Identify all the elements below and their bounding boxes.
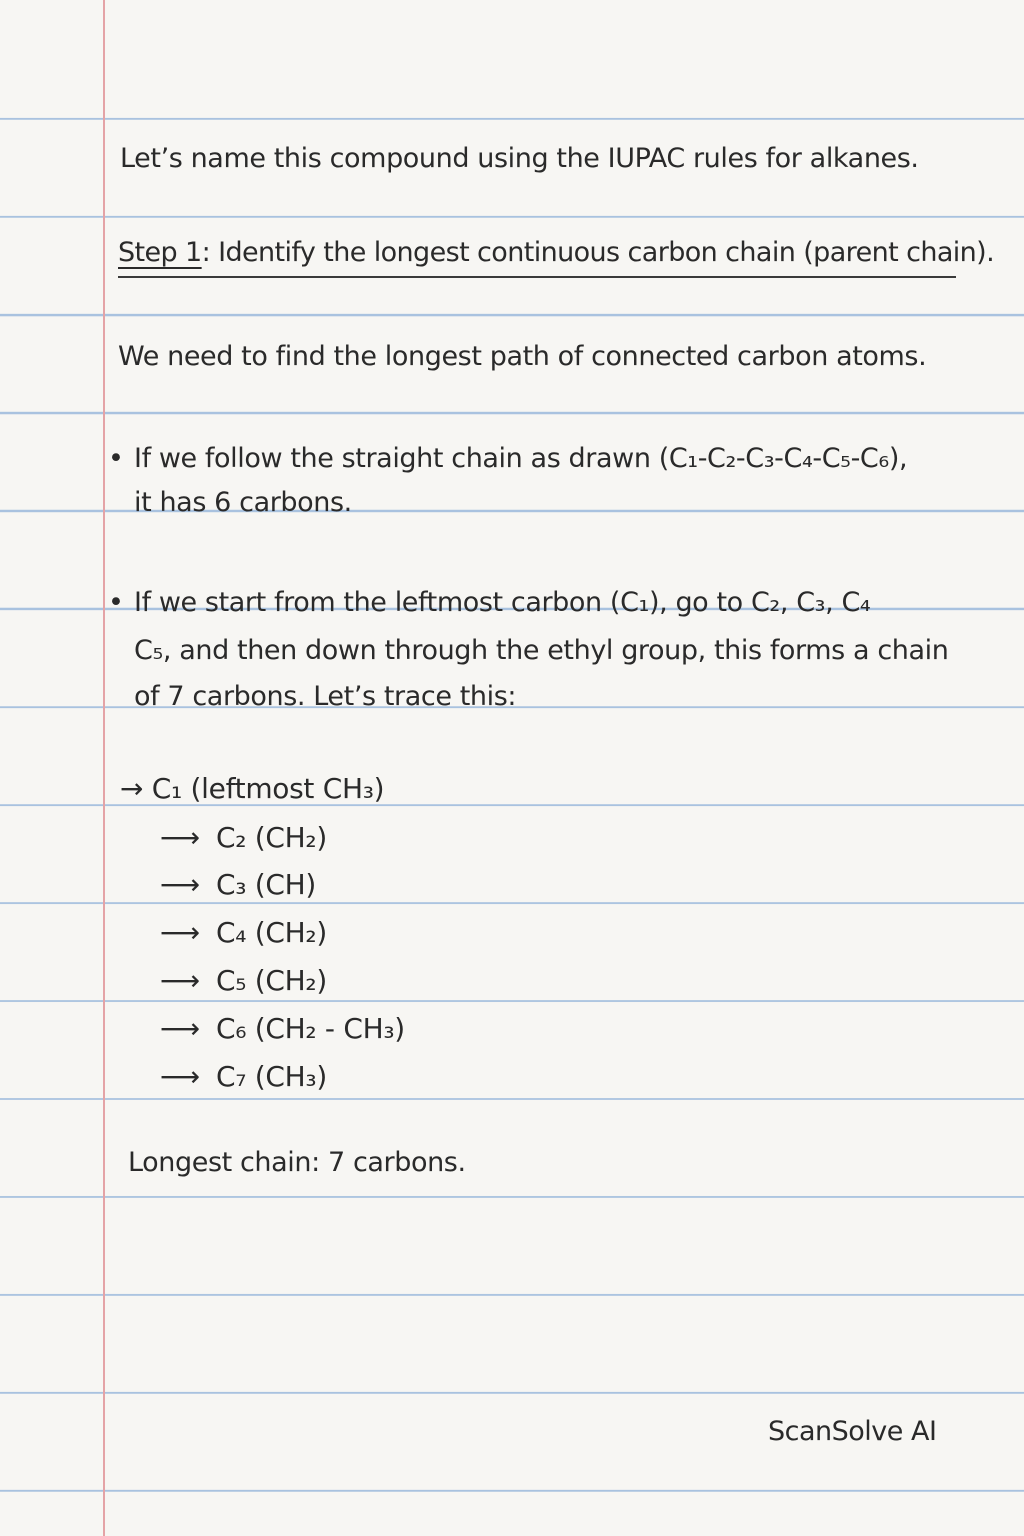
intro-text: Let’s name this compound using the IUPAC rules for alkanes. — [120, 143, 919, 174]
trace-step — [160, 964, 327, 998]
arrow-icon: ⟶ — [160, 916, 200, 949]
bullet-dot: • — [108, 587, 124, 618]
bullet-dot: • — [108, 443, 124, 474]
arrow-icon: ⟶ — [160, 868, 200, 901]
trace-step-label: C₅ (CH₂) — [216, 964, 327, 997]
trace-step — [160, 1060, 327, 1094]
trace-step-label: C₃ (CH) — [216, 868, 317, 901]
bullet2-line2: C₅, and then down through the ethyl group, this forms a chain — [134, 635, 949, 666]
trace-step-label: C₂ (CH₂) — [216, 821, 327, 854]
step-label: Step 1 — [118, 237, 202, 268]
trace-step — [160, 821, 327, 855]
conclusion-text: Longest chain: 7 carbons. — [128, 1147, 466, 1178]
bullet2-line3: of 7 carbons. Let’s trace this: — [134, 681, 517, 712]
trace-step-label: C₆ (CH₂ - CH₃) — [216, 1012, 405, 1045]
sentence-text: We need to find the longest path of connected carbon atoms. — [118, 341, 927, 372]
step-colon: : — [201, 237, 211, 268]
arrow-icon: ⟶ — [160, 1060, 200, 1093]
trace-step — [160, 868, 316, 902]
trace-first-label: C₁ (leftmost CH₃) — [151, 772, 385, 805]
arrow-icon: → — [120, 772, 144, 805]
trace-step-label: C₄ (CH₂) — [216, 916, 327, 949]
arrow-icon: ⟶ — [160, 964, 200, 997]
trace-step — [160, 916, 327, 950]
trace-step-label: C₇ (CH₃) — [216, 1060, 327, 1093]
arrow-icon: ⟶ — [160, 1012, 200, 1045]
bullet2-line1: If we start from the leftmost carbon (C₁), go to C₂, C₃, C₄ — [134, 587, 871, 618]
bullet1-line1: If we follow the straight chain as drawn (C₁-C₂-C₃-C₄-C₅-C₆), — [134, 443, 908, 474]
step-title: Identify the longest continuous carbon chain (parent chain). — [210, 237, 995, 268]
step-heading — [118, 236, 994, 270]
trace-first — [120, 772, 384, 806]
margin-line — [103, 0, 105, 1536]
scansolve-watermark: ScanSolve AI — [768, 1416, 937, 1447]
arrow-icon: ⟶ — [160, 821, 200, 854]
bullet1-line2: it has 6 carbons. — [134, 487, 352, 518]
trace-step — [160, 1012, 405, 1046]
heading-underline — [118, 276, 956, 278]
